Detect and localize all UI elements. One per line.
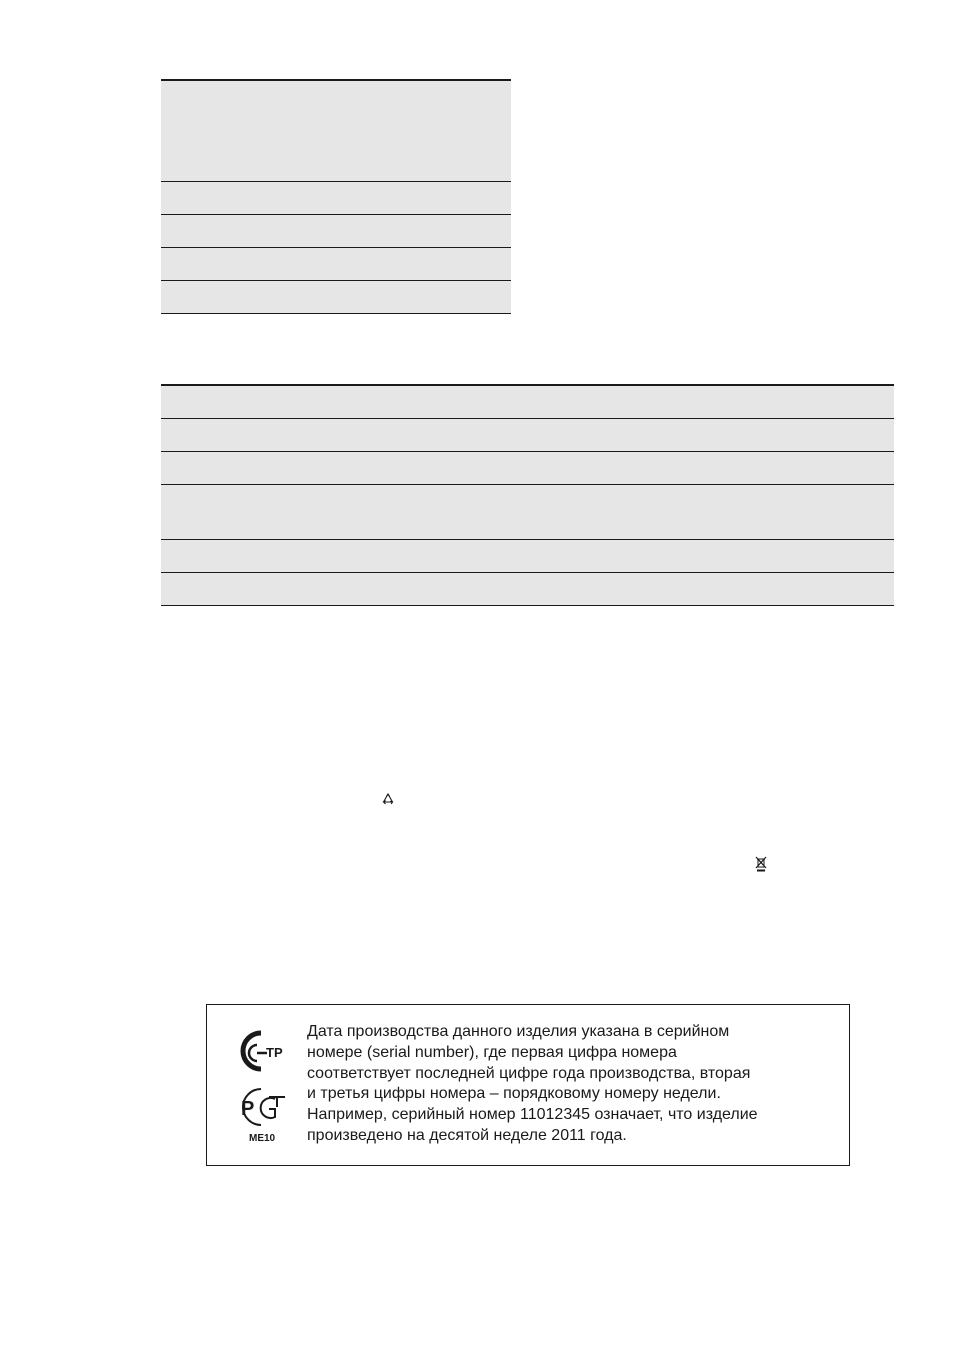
spec-table-2 [161,384,894,606]
notice-line: и третья цифры номера – порядковому номеру недели. [307,1085,721,1103]
notice-line: номере (serial number), где первая цифра номера [307,1043,677,1061]
table-row [161,215,511,248]
notice-line: Например, серийный номер 11012345 означает, что изделие [307,1106,758,1124]
table-row [161,281,511,314]
table-row [161,182,511,215]
notice-line: произведено на десятой неделе 2011 года. [307,1126,627,1144]
table-row [161,540,894,573]
tr-mark-letters: ТР [266,1045,283,1060]
table-row [161,248,511,281]
table-row [161,81,511,182]
certification-marks [231,1027,293,1151]
tr-certification-mark-icon [231,1027,293,1083]
notice-line: Дата производства данного изделия указана в серийном [307,1023,730,1040]
table-row [161,573,894,606]
table-row [161,485,894,540]
certification-code: ME10 [249,1133,276,1144]
notice-text [307,1022,837,1147]
pct-mark-letter: Р [241,1098,255,1120]
spec-table-1 [161,79,511,314]
crossed-out-bin-icon [754,856,768,872]
notice-line: соответствует последней цифре года производства, вторая [307,1064,751,1082]
pct-certification-mark-icon [231,1085,293,1131]
table-row [161,452,894,485]
table-row [161,419,894,452]
certification-notice-box [206,1004,850,1166]
table-row [161,386,894,419]
recycle-icon [380,792,396,808]
